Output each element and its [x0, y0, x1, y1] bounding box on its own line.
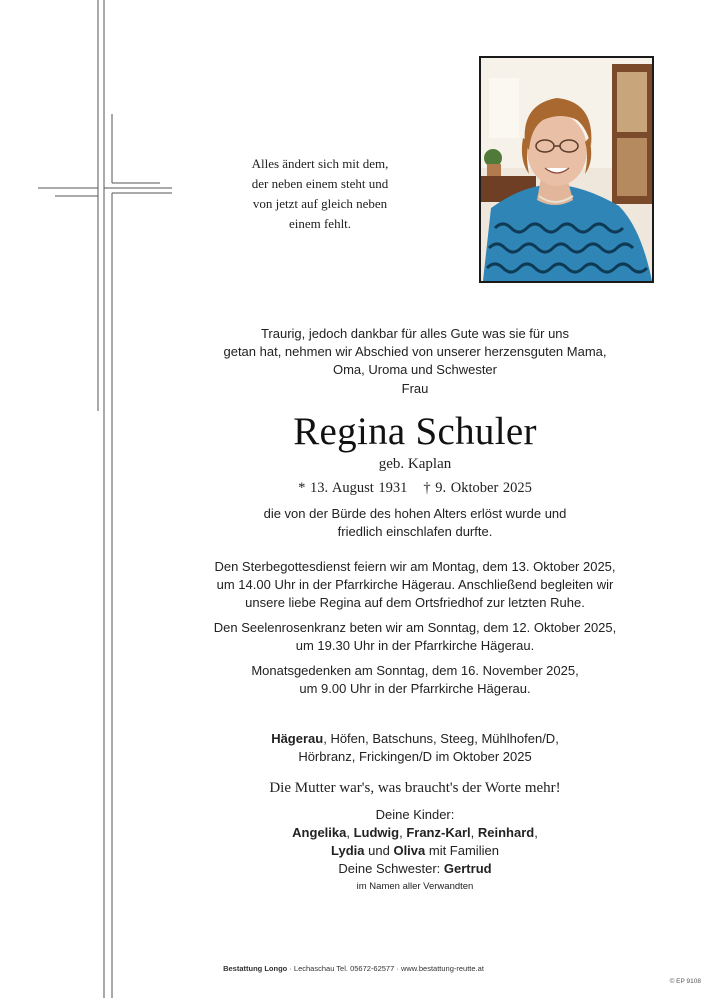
- rosary-line: um 19.30 Uhr in der Pfarrkirche Hägerau.: [295, 638, 535, 653]
- relatives-line: im Namen aller Verwandten: [356, 881, 474, 892]
- children-label: Deine Kinder:: [375, 807, 455, 822]
- quote-line: der neben einem steht und: [251, 176, 389, 191]
- title-frau: Frau: [401, 381, 429, 396]
- place-rest: , Höfen, Batschuns, Steeg, Mühlhofen/D,: [323, 731, 559, 746]
- rosary-line: Den Seelenrosenkranz beten wir am Sonntag, dem 12. Oktober 2025,: [213, 620, 617, 635]
- maiden-name: geb. Kaplan: [378, 456, 452, 472]
- portrait-photo: [479, 56, 654, 283]
- release-line: die von der Bürde des hohen Alters erlöst wurde und: [263, 506, 567, 521]
- funeral-line: Den Sterbegottesdienst feiern wir am Montag, dem 13. Oktober 2025,: [214, 559, 616, 574]
- children-line: [200, 824, 630, 842]
- quote-line: Alles ändert sich mit dem,: [251, 156, 389, 171]
- death-date: † 9. Oktober 2025: [423, 480, 532, 496]
- child-name: Oliva: [393, 843, 426, 858]
- sister-line: [200, 860, 630, 878]
- quote-line: einem fehlt.: [288, 216, 352, 231]
- intro-line: Oma, Uroma und Schwester: [332, 362, 497, 377]
- motto: Die Mutter war's, was braucht's der Worte mehr!: [269, 780, 561, 796]
- company-details: · Lechaschau Tel. 05672-62577 · www.bestattung-reutte.at: [287, 964, 484, 973]
- children-line: [200, 842, 630, 860]
- footer: [0, 964, 707, 973]
- separator: ,: [470, 825, 478, 840]
- child-name: Angelika: [292, 825, 347, 840]
- company-name: Bestattung Longo: [223, 964, 288, 973]
- intro-text: [200, 325, 630, 379]
- intro-line: getan hat, nehmen wir Abschied von unserer herzensguten Mama,: [223, 344, 607, 359]
- child-name: Ludwig: [353, 825, 400, 840]
- memorial-line: um 9.00 Uhr in der Pfarrkirche Hägerau.: [299, 681, 531, 696]
- place-line: Hörbranz, Frickingen/D im Oktober 2025: [298, 749, 532, 764]
- child-name: Lydia: [331, 843, 365, 858]
- child-name: Franz-Karl: [406, 825, 471, 840]
- funeral-info: [200, 558, 630, 612]
- life-dates: [200, 478, 630, 498]
- place-line: [200, 730, 630, 748]
- conjunction: und: [364, 843, 394, 858]
- rosary-info: [200, 619, 630, 655]
- separator: ,: [534, 825, 538, 840]
- separator: ,: [399, 825, 407, 840]
- document-code: © EP 9108: [669, 978, 701, 985]
- release-line: friedlich einschlafen durfte.: [337, 524, 493, 539]
- deceased-name: Regina Schuler: [293, 410, 537, 453]
- child-name: Reinhard: [477, 825, 535, 840]
- families-suffix: mit Familien: [425, 843, 499, 858]
- cross-icon: [0, 0, 180, 1000]
- obituary-text: [200, 325, 630, 894]
- sister-name: Gertrud: [443, 861, 492, 876]
- birth-date: * 13. August 1931: [298, 480, 408, 496]
- memorial-info: [200, 662, 630, 698]
- separator: ,: [346, 825, 354, 840]
- release-text: [200, 505, 630, 541]
- funeral-line: unsere liebe Regina auf dem Ortsfriedhof zur letzten Ruhe.: [245, 595, 585, 610]
- intro-line: Traurig, jedoch dankbar für alles Gute was sie für uns: [260, 326, 570, 341]
- memorial-line: Monatsgedenken am Sonntag, dem 16. November 2025,: [251, 663, 579, 678]
- memorial-quote: [230, 154, 410, 234]
- sister-label: Deine Schwester:: [338, 861, 444, 876]
- quote-line: von jetzt auf gleich neben: [252, 196, 388, 211]
- mourners: [200, 806, 630, 894]
- place-highlight: Hägerau: [271, 731, 324, 746]
- place-date: [200, 730, 630, 766]
- funeral-line: um 14.00 Uhr in der Pfarrkirche Hägerau. Anschließend begleiten wir: [216, 577, 614, 592]
